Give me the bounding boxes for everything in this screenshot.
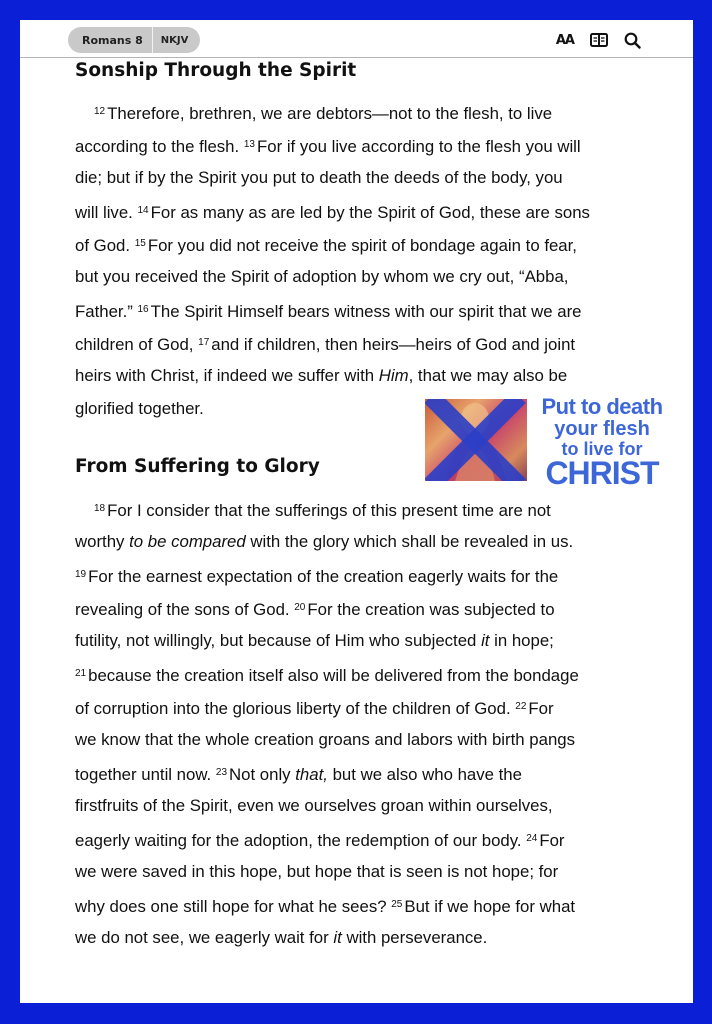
verse-text: in hope; bbox=[494, 631, 554, 650]
verse-text: revealing of the sons of God. bbox=[75, 600, 290, 619]
parallel-view-icon[interactable] bbox=[590, 30, 608, 50]
text-size-icon[interactable]: AA bbox=[555, 32, 574, 48]
verse-text: will live. bbox=[75, 203, 133, 222]
verse-number: 13 bbox=[243, 139, 255, 150]
version-button[interactable]: NKJV bbox=[152, 27, 201, 53]
verse-text: glorified together. bbox=[75, 399, 204, 418]
verse-text: why does one still hope for what he sees? bbox=[75, 897, 387, 916]
section-heading-suffering: From Suffering to Glory bbox=[75, 456, 320, 477]
top-toolbar bbox=[20, 20, 693, 58]
verse-text: heirs with Christ, if indeed we suffer with bbox=[75, 366, 375, 385]
verse-text: Father.” bbox=[75, 302, 133, 321]
verse-text: but you received the Spirit of adoption by whom we cry out, “Abba, bbox=[75, 267, 569, 286]
banner-line: Put to death bbox=[541, 394, 663, 419]
verse-text: For I consider that the sufferings of this present time are not bbox=[107, 501, 551, 520]
verse-number: 23 bbox=[215, 767, 228, 778]
verse-number: 24 bbox=[526, 833, 538, 844]
verse-number: 20 bbox=[294, 602, 306, 613]
verse-text: and if children, then heirs—heirs of God and joint bbox=[211, 335, 576, 354]
verse-text: , that we may also be bbox=[408, 366, 568, 385]
verse-text: with perseverance. bbox=[346, 928, 488, 947]
paragraph-sonship bbox=[75, 95, 650, 425]
verse-text: For the earnest expectation of the creation eagerly waits for the bbox=[88, 567, 559, 586]
verse-number: 16 bbox=[137, 304, 149, 315]
verse-text-italic: Him bbox=[378, 366, 409, 385]
verse-text-italic: it bbox=[481, 631, 490, 650]
verse-number: 15 bbox=[134, 238, 146, 249]
search-icon[interactable] bbox=[624, 30, 641, 50]
verse-number: 22 bbox=[515, 701, 527, 712]
verse-number: 14 bbox=[137, 205, 149, 216]
verse-text: The Spirit Himself bears witness with our spirit that we are bbox=[150, 302, 582, 321]
banner-caption bbox=[529, 396, 675, 489]
verse-text: futility, not willingly, but because of Him who subjected bbox=[75, 631, 477, 650]
verse-text: we were saved in this hope, but hope that is seen is not hope; for bbox=[75, 862, 559, 881]
verse-text: eagerly waiting for the adoption, the redemption of our body. bbox=[75, 831, 522, 850]
verse-text: with the glory which shall be revealed in us. bbox=[250, 532, 574, 551]
verse-text: For if you live according to the flesh you will bbox=[256, 137, 581, 156]
verse-text: we know that the whole creation groans and labors with birth pangs bbox=[75, 730, 576, 749]
toolbar-icons bbox=[556, 30, 641, 50]
verse-text-italic: that, bbox=[295, 765, 328, 784]
verse-text: Therefore, brethren, we are debtors—not to the flesh, to live bbox=[107, 104, 553, 123]
verse-text-italic: it bbox=[333, 928, 342, 947]
verse-number: 17 bbox=[198, 337, 210, 348]
verse-number: 18 bbox=[94, 503, 106, 514]
verse-text: But if we hope for what bbox=[404, 897, 576, 916]
verse-number: 19 bbox=[75, 569, 87, 580]
figure-artwork bbox=[425, 399, 527, 481]
verse-text: of corruption into the glorious liberty of the children of God. bbox=[75, 699, 511, 718]
verse-text-italic: to be compared bbox=[129, 532, 246, 551]
verse-text: For bbox=[539, 831, 565, 850]
verse-text: of God. bbox=[75, 236, 131, 255]
section-heading-sonship: Sonship Through the Spirit bbox=[75, 60, 357, 81]
passage-selector[interactable] bbox=[68, 27, 200, 53]
reader-page bbox=[20, 20, 693, 1003]
verse-number: 21 bbox=[75, 668, 87, 679]
verse-text: worthy bbox=[75, 532, 125, 551]
book-chapter-button[interactable]: Romans 8 bbox=[82, 33, 143, 47]
banner-line: CHRIST bbox=[545, 455, 659, 491]
verse-text: together until now. bbox=[75, 765, 212, 784]
verse-number: 12 bbox=[94, 106, 106, 117]
verse-text: Not only bbox=[229, 765, 291, 784]
verse-text: firstfruits of the Spirit, even we ourselves groan within ourselves, bbox=[75, 796, 553, 815]
verse-text: because the creation itself also will be delivered from the bondage bbox=[88, 666, 579, 685]
verse-text: we do not see, we eagerly wait for bbox=[75, 928, 329, 947]
put-to-death-banner-image bbox=[425, 394, 675, 491]
verse-text: For you did not receive the spirit of bondage again to fear, bbox=[147, 236, 577, 255]
paragraph-suffering bbox=[75, 492, 650, 954]
verse-text: according to the flesh. bbox=[75, 137, 240, 156]
verse-text: For as many as are led by the Spirit of God, these are sons bbox=[150, 203, 590, 222]
verse-text: die; but if by the Spirit you put to death the deeds of the body, you bbox=[75, 168, 563, 187]
verse-text: For bbox=[528, 699, 554, 718]
verse-text: but we also who have the bbox=[332, 765, 522, 784]
verse-number: 25 bbox=[391, 899, 403, 910]
banner-line: your flesh bbox=[554, 418, 650, 440]
verse-text: children of God, bbox=[75, 335, 194, 354]
verse-text: For the creation was subjected to bbox=[307, 600, 555, 619]
banner-line: to live for bbox=[561, 439, 643, 459]
